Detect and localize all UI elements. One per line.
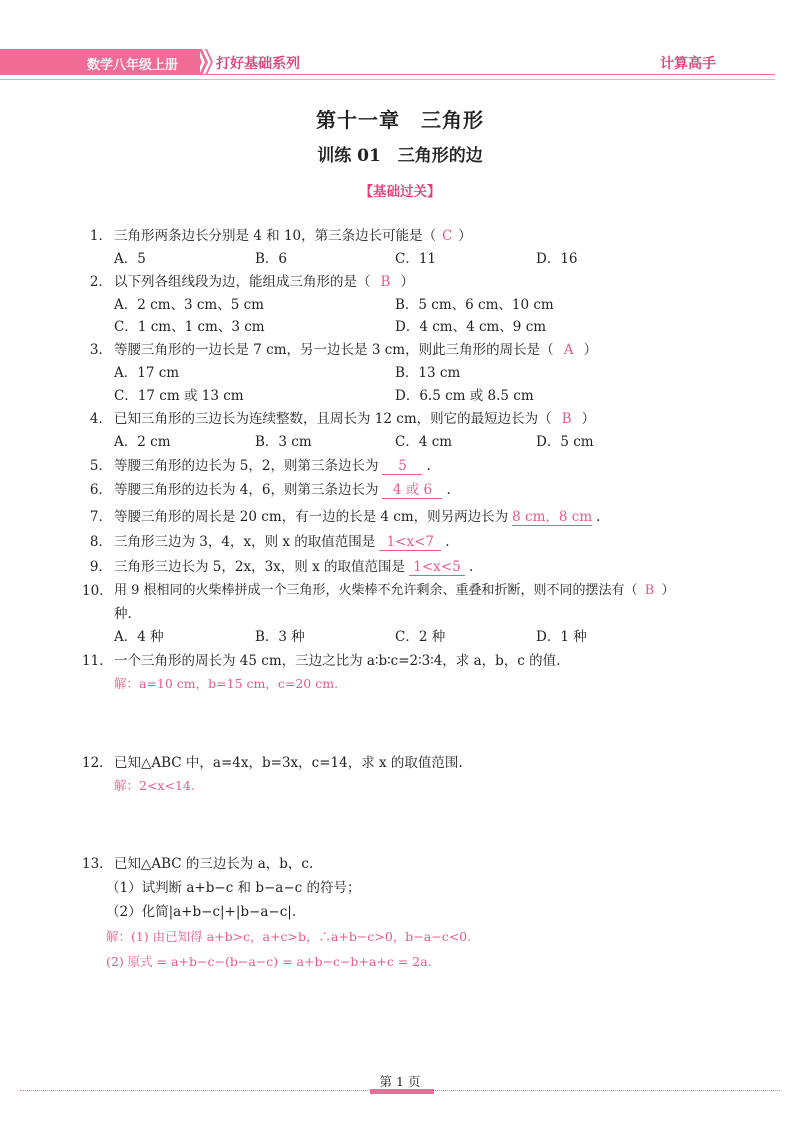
paren: ） bbox=[458, 228, 472, 244]
lesson-title: 训练 01 三角形的边 bbox=[317, 146, 483, 166]
option: D．1 种 bbox=[536, 629, 587, 645]
footer-accent-bar bbox=[370, 1089, 434, 1094]
option: D．5 cm bbox=[536, 434, 594, 450]
option: D．16 bbox=[536, 251, 578, 267]
section-label: 【基础过关】 bbox=[359, 184, 441, 200]
answer: A bbox=[563, 342, 574, 358]
period: . bbox=[426, 458, 431, 474]
answer-blank: 8 cm，8 cm bbox=[512, 509, 593, 525]
answer-blank: 5 bbox=[382, 458, 422, 475]
question-number: 5． bbox=[89, 458, 112, 474]
period: . bbox=[445, 534, 450, 550]
header-rule bbox=[200, 74, 775, 75]
question-text: 等腰三角形的一边长是 7 cm，另一边长是 3 cm，则此三角形的周长是（ bbox=[114, 342, 554, 358]
option: B．6 bbox=[255, 251, 288, 267]
paren: ） bbox=[581, 411, 596, 427]
question-text: 已知三角形的三边长为连续整数，且周长为 12 cm，则它的最短边长为（ bbox=[114, 411, 552, 427]
option: D．4 cm、4 cm、9 cm bbox=[395, 319, 547, 335]
question-text: 三角形两条边长分别是 4 和 10，第三条边长可能是（ bbox=[114, 228, 437, 244]
question-7 bbox=[114, 508, 600, 526]
paren: ） bbox=[583, 342, 598, 358]
question-number: 9． bbox=[89, 559, 112, 575]
solution: 解：2<x<14. bbox=[114, 778, 195, 793]
solution: 解：a=10 cm，b=15 cm，c=20 cm. bbox=[114, 676, 339, 691]
series-label: 打好基础系列 bbox=[216, 56, 300, 72]
question-number: 13． bbox=[82, 856, 113, 872]
question-8 bbox=[114, 533, 450, 551]
question-number: 7． bbox=[89, 509, 112, 525]
answer: C bbox=[441, 228, 453, 244]
question-text: 等腰三角形的周长是 20 cm，有一边的长是 4 cm，则另两边长为 bbox=[114, 509, 509, 525]
answer: B bbox=[380, 274, 391, 290]
option: A．2 cm、3 cm、5 cm bbox=[114, 297, 264, 313]
question-9 bbox=[114, 558, 473, 576]
chapter-title: 第十一章 三角形 bbox=[316, 108, 484, 132]
paren: ） bbox=[661, 583, 675, 598]
option: D．6.5 cm 或 8.5 cm bbox=[395, 388, 534, 404]
option: B．5 cm、6 cm、10 cm bbox=[395, 297, 554, 313]
question-text: 三角形三边为 3，4，x，则 x 的取值范围是 bbox=[114, 534, 376, 550]
question-1 bbox=[114, 227, 472, 245]
answer-blank: 4 或 6 bbox=[382, 482, 442, 499]
question-13-part-2: （2）化简|a+b−c|+|b−a−c|. bbox=[106, 904, 297, 920]
answer: B bbox=[561, 411, 572, 427]
option: A．4 种 bbox=[114, 629, 164, 645]
question-text: 三角形三边长为 5，2x，3x，则 x 的取值范围是 bbox=[114, 559, 405, 575]
paren: ） bbox=[400, 274, 414, 290]
question-text: 以下列各组线段为边，能组成三角形的是（ bbox=[114, 274, 371, 290]
period: . bbox=[446, 482, 451, 498]
question-11: 一个三角形的周长为 45 cm，三边之比为 a∶b∶c=2∶3∶4，求 a，b，c 的值. bbox=[114, 653, 561, 669]
question-number: 6． bbox=[89, 482, 112, 498]
option: C．11 bbox=[395, 251, 437, 267]
option: B．3 种 bbox=[255, 629, 305, 645]
header-right-label: 计算高手 bbox=[660, 56, 716, 72]
answer-blank: 1<x<7 bbox=[379, 534, 441, 551]
header-stripes-icon bbox=[192, 49, 214, 75]
question-number: 10． bbox=[82, 583, 113, 599]
question-number: 8． bbox=[89, 534, 112, 550]
solution: (2) 原式 = a+b−c−(b−a−c) = a+b−c−b+a+c = 2a. bbox=[106, 954, 432, 969]
book-label: 数学八年级上册 bbox=[87, 58, 179, 73]
question-number: 11． bbox=[82, 653, 113, 669]
question-number: 4． bbox=[89, 411, 112, 427]
option: C．17 cm 或 13 cm bbox=[114, 388, 244, 404]
question-2 bbox=[114, 273, 414, 291]
solution: 解：(1) 由已知得 a+b>c，a+c>b，∴a+b−c>0，b−a−c<0. bbox=[106, 929, 472, 944]
question-13: 已知△ABC 的三边长为 a，b，c. bbox=[114, 856, 314, 872]
answer: B bbox=[644, 583, 655, 598]
question-6 bbox=[114, 481, 451, 499]
header-rule-thin bbox=[0, 79, 775, 80]
period: . bbox=[596, 509, 601, 525]
question-number: 12． bbox=[82, 755, 113, 771]
answer-blank: 1<x<5 bbox=[409, 559, 465, 576]
question-number: 1． bbox=[89, 228, 112, 244]
option: C．4 cm bbox=[395, 434, 453, 450]
option: B．3 cm bbox=[255, 434, 312, 450]
question-10-cont: 种. bbox=[114, 606, 132, 622]
question-text: 用 9 根相同的火柴棒拼成一个三角形，火柴棒不允许剩余、重叠和折断，则不同的摆法有（ bbox=[114, 583, 638, 598]
option: A．5 bbox=[114, 251, 146, 267]
question-5 bbox=[114, 457, 431, 475]
page-number: 第 1 页 bbox=[379, 1074, 421, 1089]
question-text: 等腰三角形的边长为 5，2，则第三条边长为 bbox=[114, 458, 379, 474]
question-10 bbox=[114, 582, 675, 600]
question-3 bbox=[114, 341, 597, 359]
question-13-part-1: （1）试判断 a+b−c 和 b−a−c 的符号； bbox=[106, 880, 361, 896]
question-number: 3． bbox=[89, 342, 112, 358]
question-4 bbox=[114, 410, 595, 428]
option: B．13 cm bbox=[395, 365, 461, 381]
question-text: 等腰三角形的边长为 4，6，则第三条边长为 bbox=[114, 482, 379, 498]
option: A．2 cm bbox=[114, 434, 171, 450]
option: C．1 cm、1 cm、3 cm bbox=[114, 319, 265, 335]
question-number: 2． bbox=[89, 274, 112, 290]
option: C．2 种 bbox=[395, 629, 446, 645]
period: . bbox=[468, 559, 474, 575]
option: A．17 cm bbox=[114, 365, 180, 381]
question-12: 已知△ABC 中，a=4x，b=3x，c=14，求 x 的取值范围. bbox=[114, 755, 463, 771]
